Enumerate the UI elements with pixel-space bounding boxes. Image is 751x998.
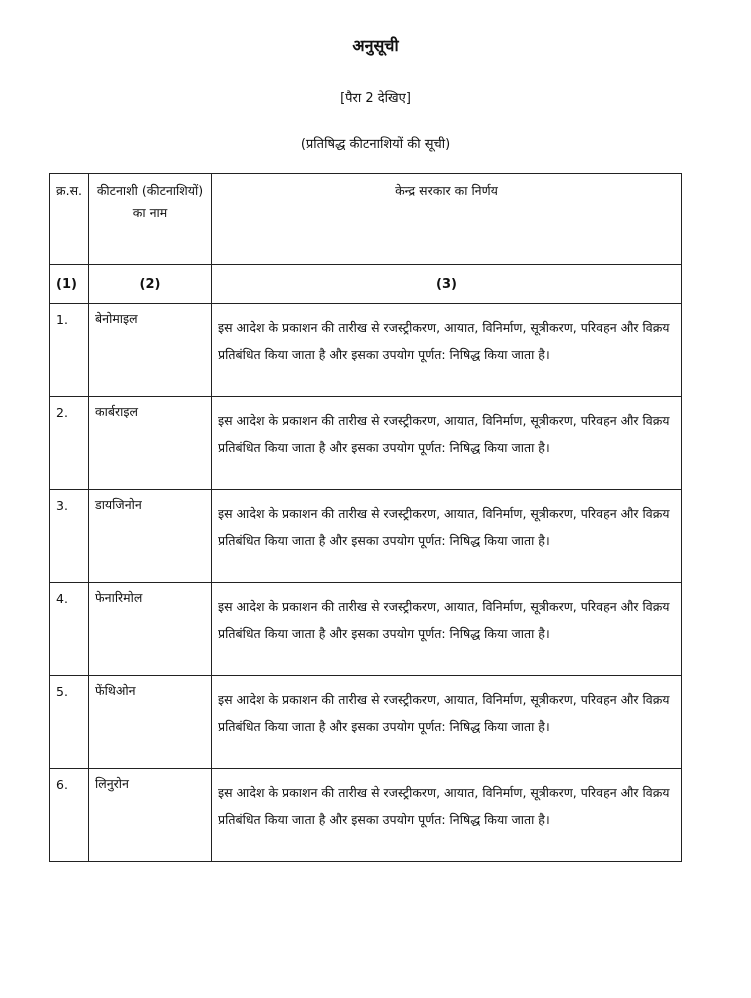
column-number-row: [50, 265, 682, 304]
list-title: (प्रतिषिद्ध कीटनाशियों की सूची): [300, 137, 451, 152]
pesticide-name: डायजिनोन: [89, 490, 212, 583]
decision-text: इस आदेश के प्रकाशन की तारीख से रजस्ट्रीकरण, आयात, विनिर्माण, सूत्रीकरण, परिवहन और विक्रय प्रतिबंधित किया जाता है और इसका उपयोग पूर्णत: निषिद्ध किया जाता है।: [212, 304, 682, 397]
table-header-row: [50, 174, 682, 265]
pesticide-name: कार्बराइल: [89, 397, 212, 490]
table-row: [50, 304, 682, 397]
decision-text: इस आदेश के प्रकाशन की तारीख से रजस्ट्रीकरण, आयात, विनिर्माण, सूत्रीकरण, परिवहन और विक्रय प्रतिबंधित किया जाता है और इसका उपयोग पूर्णत: निषिद्ध किया जाता है।: [212, 490, 682, 583]
header-pesticide-name: कीटनाशी (कीटनाशियों) का नाम: [89, 174, 212, 265]
pesticide-name: बेनोमाइल: [89, 304, 212, 397]
decision-text: इस आदेश के प्रकाशन की तारीख से रजस्ट्रीकरण, आयात, विनिर्माण, सूत्रीकरण, परिवहन और विक्रय प्रतिबंधित किया जाता है और इसका उपयोग पूर्णत: निषिद्ध किया जाता है।: [212, 676, 682, 769]
header-government-decision: केन्द्र सरकार का निर्णय: [212, 174, 682, 265]
table-row: [50, 490, 682, 583]
serial-number: 4.: [50, 583, 89, 676]
serial-number: 3.: [50, 490, 89, 583]
serial-number: 5.: [50, 676, 89, 769]
header-serial-number: क्र.स.: [50, 174, 89, 265]
pesticide-name: लिनुरोन: [89, 769, 212, 862]
serial-number: 2.: [50, 397, 89, 490]
serial-number: 1.: [50, 304, 89, 397]
column-number-2: (2): [89, 265, 212, 304]
serial-number: 6.: [50, 769, 89, 862]
table-row: [50, 397, 682, 490]
schedule-title: अनुसूची: [352, 36, 399, 55]
decision-text: इस आदेश के प्रकाशन की तारीख से रजस्ट्रीकरण, आयात, विनिर्माण, सूत्रीकरण, परिवहन और विक्रय प्रतिबंधित किया जाता है और इसका उपयोग पूर्णत: निषिद्ध किया जाता है।: [212, 397, 682, 490]
column-number-1: (1): [50, 265, 89, 304]
table-row: [50, 676, 682, 769]
table-row: [50, 583, 682, 676]
prohibited-pesticides-table: [49, 173, 682, 862]
paragraph-reference: [पैरा 2 देखिए]: [340, 91, 411, 106]
decision-text: इस आदेश के प्रकाशन की तारीख से रजस्ट्रीकरण, आयात, विनिर्माण, सूत्रीकरण, परिवहन और विक्रय प्रतिबंधित किया जाता है और इसका उपयोग पूर्णत: निषिद्ध किया जाता है।: [212, 769, 682, 862]
pesticide-name: फेनारिमोल: [89, 583, 212, 676]
column-number-3: (3): [212, 265, 682, 304]
pesticide-name: फेंथिओन: [89, 676, 212, 769]
table-row: [50, 769, 682, 862]
decision-text: इस आदेश के प्रकाशन की तारीख से रजस्ट्रीकरण, आयात, विनिर्माण, सूत्रीकरण, परिवहन और विक्रय प्रतिबंधित किया जाता है और इसका उपयोग पूर्णत: निषिद्ध किया जाता है।: [212, 583, 682, 676]
